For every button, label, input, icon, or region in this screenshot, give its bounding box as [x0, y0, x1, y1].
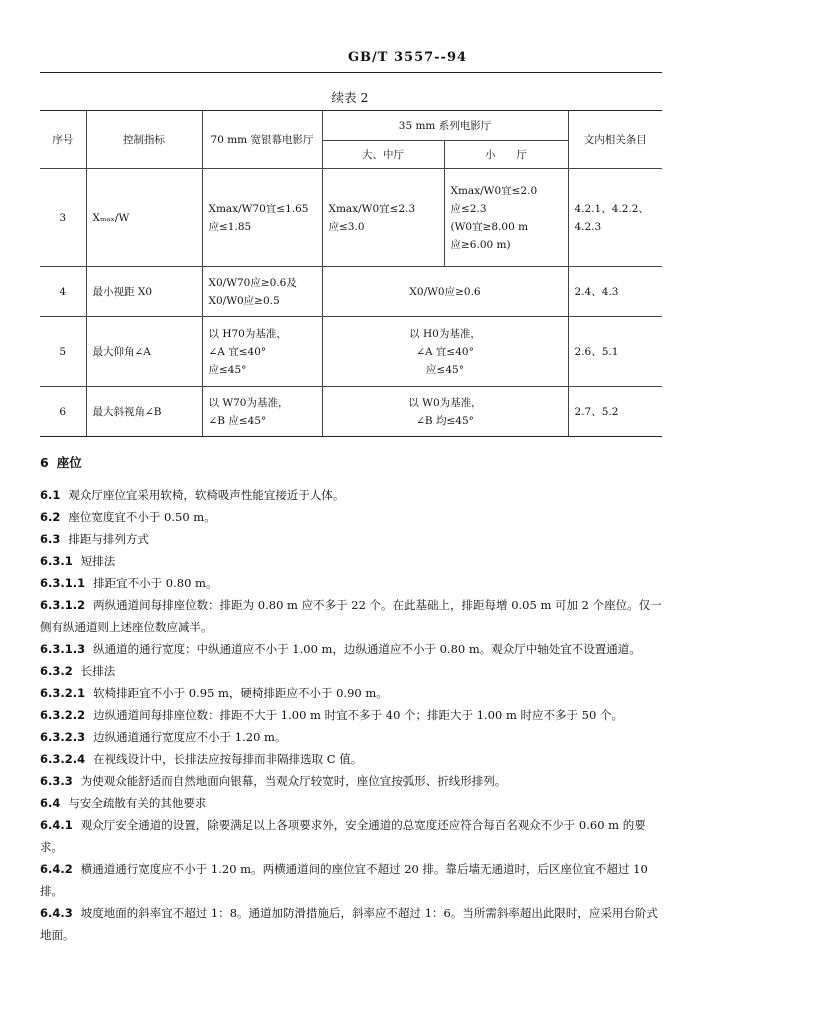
clause-6-3-1-1: 6.3.1.1 排距宜不小于 0.80 m。 [40, 576, 218, 590]
section-heading-text: 座位 [56, 455, 82, 470]
section-seats [40, 452, 665, 946]
row-related: 4.2.1、4.2.2、 4.2.3 [568, 169, 662, 267]
table-row [40, 387, 662, 437]
table-caption: 续表 2 [331, 90, 369, 105]
section-heading-num: 6 [40, 455, 49, 470]
clause-6-3-3: 6.3.3 为使观众能舒适而自然地面向银幕，当观众厅较宽时，座位宜按弧形、折线形排列。 [40, 774, 507, 788]
row-large-mid-value: Xmax/W0宜≤2.3 应≤3.0 [322, 169, 444, 267]
section-heading [40, 452, 665, 474]
clause-6-3-2-3: 6.3.2.3 边纵通道通行宽度应不小于 1.20 m。 [40, 730, 287, 744]
row-seq: 3 [40, 169, 86, 267]
clause-6-1: 6.1 观众厅座位宜采用软椅，软椅吸声性能宜接近于人体。 [40, 488, 345, 502]
clause-6-2: 6.2 座位宽度宜不小于 0.50 m。 [40, 510, 216, 524]
row-indicator: 最大仰角∠A [86, 317, 202, 387]
header-rule [40, 72, 662, 73]
clause-6-4-2: 6.4.2 横通道通行宽度应不小于 1.20 m。两横通道间的座位宜不超过 20 排。靠后墙无通道时，后区座位宜不超过 10 排。 [40, 862, 648, 898]
row-small-value: Xmax/W0宜≤2.0 应≤2.3 (W0宜≥8.00 m 应≥6.00 m) [444, 169, 568, 267]
row-35mm-value: 以 W0为基准， ∠B 均≤45° [322, 387, 568, 437]
row-70mm-value: 以 H70为基准， ∠A 宜≤40° 应≤45° [202, 317, 322, 387]
col-header-indicator: 控制指标 [86, 111, 202, 169]
row-seq: 4 [40, 267, 86, 317]
row-seq: 5 [40, 317, 86, 387]
col-header-35mm: 35 mm 系列电影厅 [322, 111, 568, 141]
clause-6-3-2: 6.3.2 长排法 [40, 664, 116, 678]
col-header-small: 小 厅 [444, 141, 568, 169]
clause-6-3-1: 6.3.1 短排法 [40, 554, 116, 568]
table-row [40, 169, 662, 267]
col-header-large-mid: 大、中厅 [322, 141, 444, 169]
row-seq: 6 [40, 387, 86, 437]
requirements-table [40, 110, 662, 437]
row-indicator: 最大斜视角∠B [86, 387, 202, 437]
clause-6-3-2-4: 6.3.2.4 在视线设计中，长排法应按每排而非隔排选取 C 值。 [40, 752, 363, 766]
row-70mm-value: 以 W70为基准， ∠B 应≤45° [202, 387, 322, 437]
clause-6-3-2-1: 6.3.2.1 软椅排距宜不小于 0.95 m，硬椅排距应不小于 0.90 m。 [40, 686, 388, 700]
row-70mm-value: X0/W70应≥0.6及 X0/W0应≥0.5 [202, 267, 322, 317]
page-header: GB/T 3557--94 [347, 50, 468, 65]
row-35mm-value: X0/W0应≥0.6 [322, 267, 568, 317]
clause-6-3-1-3: 6.3.1.3 纵通道的通行宽度：中纵通道应不小于 1.00 m，边纵通道应不小于 0.80 m。观众厅中轴处宜不设置通道。 [40, 642, 641, 656]
row-related: 2.6、5.1 [568, 317, 662, 387]
row-70mm-value: Xmax/W70宜≤1.65 应≤1.85 [202, 169, 322, 267]
col-header-related: 文内相关条目 [568, 111, 662, 169]
row-indicator: 最小视距 X0 [86, 267, 202, 317]
clause-6-3: 6.3 排距与排列方式 [40, 532, 149, 546]
col-header-seq: 序号 [40, 111, 86, 169]
table-row [40, 317, 662, 387]
col-header-70mm: 70 mm 宽银幕电影厅 [202, 111, 322, 169]
row-35mm-value: 以 H0为基准， ∠A 宜≤40° 应≤45° [322, 317, 568, 387]
row-related: 2.4、4.3 [568, 267, 662, 317]
row-indicator: Xₘₐₓ/W [86, 169, 202, 267]
clause-6-4-3: 6.4.3 坡度地面的斜率宜不超过 1：8。通道加防滑措施后，斜率应不超过 1：6。当所需斜率超出此限时，应采用台阶式地面。 [40, 906, 658, 942]
table-row [40, 267, 662, 317]
row-related: 2.7、5.2 [568, 387, 662, 437]
clause-6-3-2-2: 6.3.2.2 边纵通道间每排座位数：排距不大于 1.00 m 时宜不多于 40 个；排距大于 1.00 m 时应不多于 50 个。 [40, 708, 623, 722]
clause-6-4-1: 6.4.1 观众厅安全通道的设置，除要满足以上各项要求外，安全通道的总宽度还应符合每百名观众不少于 0.60 m 的要求。 [40, 818, 646, 854]
clause-6-3-1-2: 6.3.1.2 两纵通道间每排座位数：排距为 0.80 m 应不多于 22 个。在此基础上，排距每增 0.05 m 可加 2 个座位。仅一侧有纵通道则上述座位数应减半。 [40, 598, 662, 634]
clause-6-4: 6.4 与安全疏散有关的其他要求 [40, 796, 207, 810]
